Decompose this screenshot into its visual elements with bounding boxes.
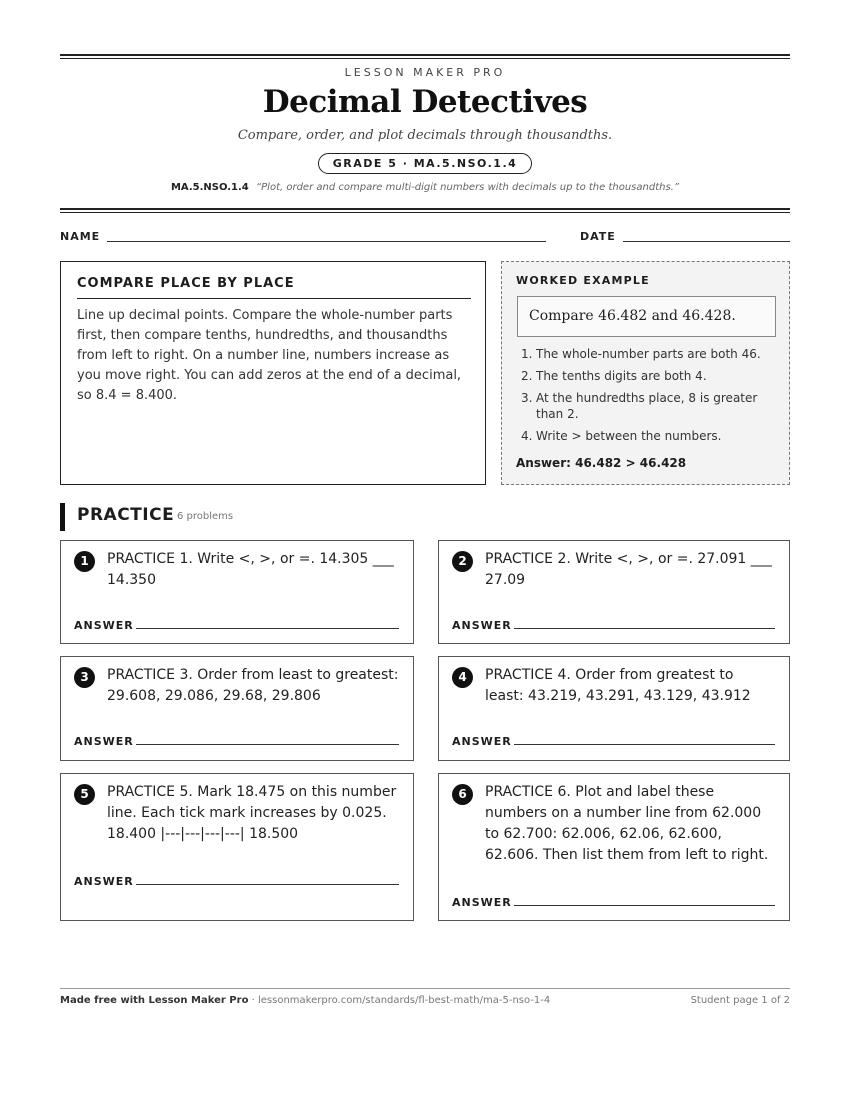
- header-bottom-rule: [60, 208, 790, 213]
- worked-step: [516, 368, 771, 384]
- answer-field[interactable]: [136, 744, 399, 745]
- problem-number-badge: 6: [452, 784, 473, 805]
- answer-field[interactable]: [514, 905, 775, 906]
- step-text: The whole-number parts are both 46.: [536, 347, 761, 361]
- practice-count: 6 problems: [177, 511, 234, 522]
- footer-credit: [60, 995, 550, 1006]
- answer-field[interactable]: [136, 884, 399, 885]
- step-number: 2.: [521, 369, 533, 383]
- top-rule: [60, 54, 790, 59]
- problem-card-5: [60, 773, 414, 921]
- brand-eyebrow: LESSON MAKER PRO: [344, 66, 506, 79]
- standard-text: “Plot, order and compare multi-digit numbers with decimals up to the thousandths.”: [255, 182, 680, 193]
- compare-panel: [60, 261, 486, 485]
- date-field[interactable]: [623, 241, 790, 242]
- step-text: The tenths digits are both 4.: [536, 369, 707, 383]
- step-text: Write > between the numbers.: [536, 429, 722, 443]
- worked-step: [516, 428, 771, 444]
- problem-number-badge: 1: [74, 551, 95, 572]
- worked-example-steps: [516, 346, 771, 450]
- problem-text: PRACTICE 6. Plot and label these numbers on a number line from 62.000 to 62.700: 62.006, 62.06, 62.600, 62.606. Then list them from left to right.: [485, 784, 769, 863]
- problem-text: PRACTICE 1. Write <, >, or =. 14.305 ___ 14.350: [107, 551, 394, 588]
- worked-step: [516, 346, 771, 362]
- badge-container: [60, 152, 790, 174]
- worked-step: [516, 390, 771, 422]
- worked-example-panel: [501, 261, 790, 485]
- answer-label: ANSWER: [74, 875, 134, 888]
- worked-example-answer: Answer: 46.482 > 46.428: [516, 456, 687, 470]
- date-label: DATE: [580, 230, 616, 243]
- footer-brand: Made free with Lesson Maker Pro: [60, 995, 249, 1006]
- answer-label: ANSWER: [452, 619, 512, 632]
- answer-label: ANSWER: [74, 619, 134, 632]
- compare-heading: COMPARE PLACE BY PLACE: [77, 276, 471, 299]
- answer-field[interactable]: [514, 744, 775, 745]
- step-number: 1.: [521, 347, 533, 361]
- problem-text: PRACTICE 2. Write <, >, or =. 27.091 ___ 27.09: [485, 551, 772, 588]
- problem-number-badge: 4: [452, 667, 473, 688]
- standard-code: MA.5.NSO.1.4: [170, 182, 249, 193]
- answer-label: ANSWER: [452, 896, 512, 909]
- grade-badge: GRADE 5 · MA.5.NSO.1.4: [318, 153, 533, 174]
- answer-label: ANSWER: [74, 735, 134, 748]
- footer-page-number: Student page 1 of 2: [690, 995, 790, 1006]
- problem-card-2: [438, 540, 790, 644]
- step-text: At the hundredths place, 8 is greater than 2.: [536, 391, 758, 421]
- problem-number-badge: 5: [74, 784, 95, 805]
- worksheet-page: [60, 0, 790, 1100]
- name-field[interactable]: [107, 241, 546, 242]
- problem-number-badge: 3: [74, 667, 95, 688]
- problem-text: PRACTICE 5. Mark 18.475 on this number line. Each tick mark increases by 0.025. 18.400 |---|---|---|---| 18.500: [107, 784, 397, 842]
- practice-title: PRACTICE: [77, 505, 175, 525]
- footer-rule: [60, 988, 790, 989]
- footer-url[interactable]: · lessonmakerpro.com/standards/fl-best-math/ma-5-nso-1-4: [248, 995, 551, 1006]
- worked-example-heading: WORKED EXAMPLE: [516, 274, 650, 287]
- problem-card-1: [60, 540, 414, 644]
- standard-line: [60, 182, 790, 193]
- answer-label: ANSWER: [452, 735, 512, 748]
- problem-text: PRACTICE 3. Order from least to greatest: 29.608, 29.086, 29.68, 29.806: [107, 667, 399, 704]
- problem-card-3: [60, 656, 414, 761]
- answer-field[interactable]: [136, 628, 399, 629]
- page-subtitle: Compare, order, and plot decimals through thousandths.: [237, 128, 613, 143]
- compare-body: Line up decimal points. Compare the whole-number parts first, then compare tenths, hundredths, and thousandths from left to right. On a number line, numbers increase as you move right. You can add zeros at the end of a decimal, so 8.4 = 8.400.: [77, 308, 462, 403]
- page-title: Decimal Detectives: [262, 84, 588, 120]
- step-number: 4.: [521, 429, 533, 443]
- answer-field[interactable]: [514, 628, 775, 629]
- practice-accent-bar: [60, 503, 65, 531]
- problem-text: PRACTICE 4. Order from greatest to least: 43.219, 43.291, 43.129, 43.912: [485, 667, 751, 704]
- problem-card-4: [438, 656, 790, 761]
- worked-example-problem: Compare 46.482 and 46.428.: [517, 296, 776, 337]
- problem-card-6: [438, 773, 790, 921]
- name-label: NAME: [60, 230, 101, 243]
- step-number: 3.: [521, 391, 533, 405]
- problem-number-badge: 2: [452, 551, 473, 572]
